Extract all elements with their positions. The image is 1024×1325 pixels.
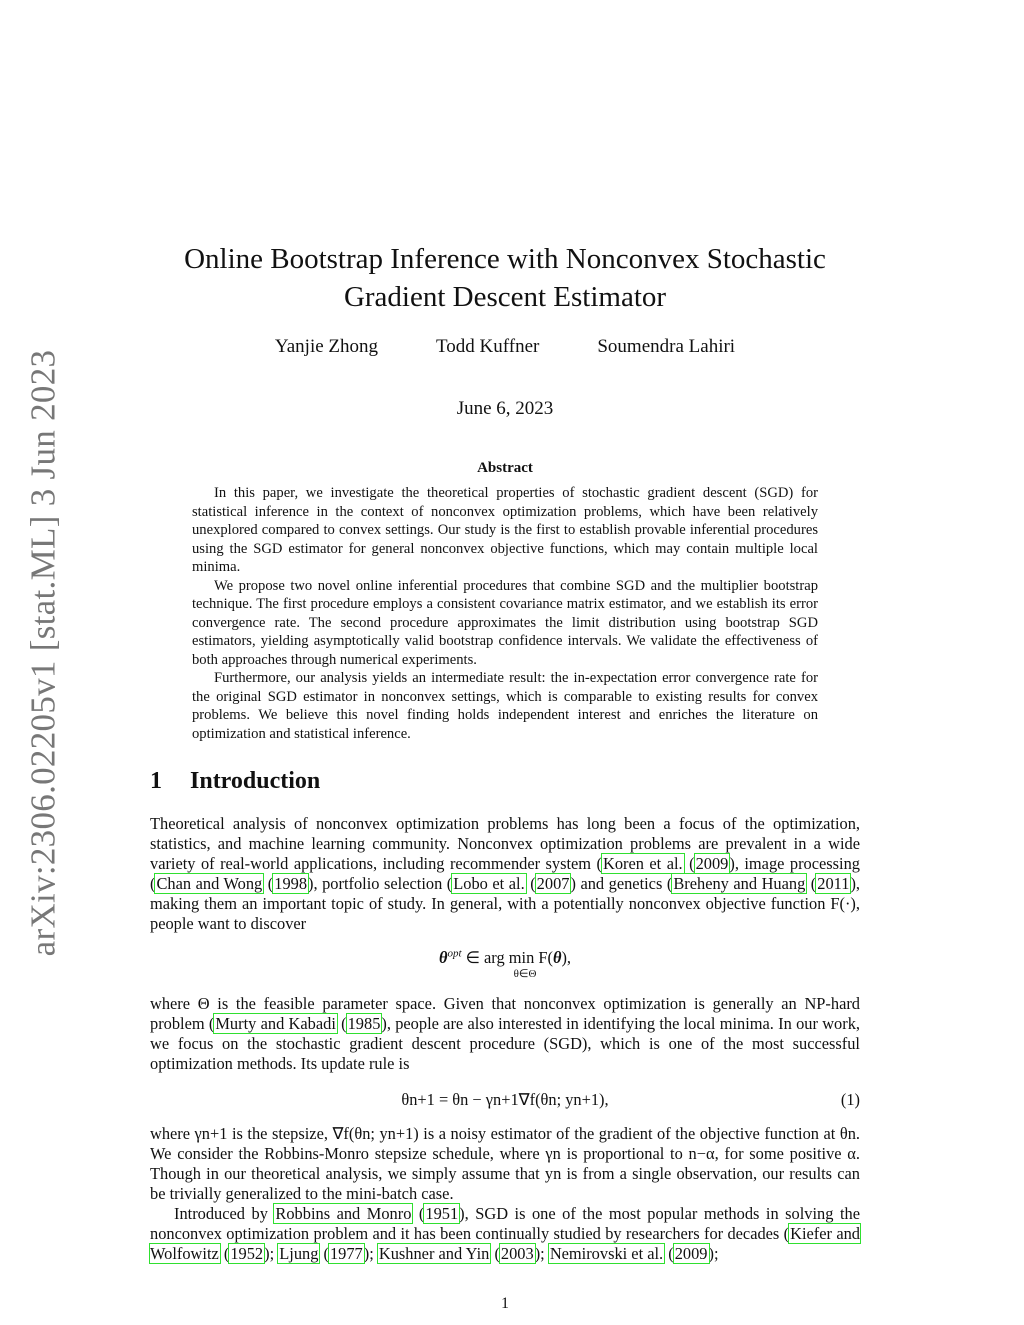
equation-number: (1) [840,1090,860,1109]
author-list [150,336,860,358]
title-line-2: Gradient Descent Estimator [343,281,667,313]
section-number: 1 [150,768,162,794]
abstract-paragraph-2: We propose two novel online inferential procedures that combine SGD and the multiplier bootstrap technique. The first procedure employs a consistent covariance matrix estimator, and we establish its error convergence rate. The second procedure approximates the limit distribution using bootstrap SGD estimators, yielding asymptotically valid bootstrap confidence intervals. We validate the effectiveness of both approaches through numerical experiments. [192,577,818,668]
author-2: Todd Kuffner [436,336,540,357]
abstract-paragraph-1: In this paper, we investigate the theoretical properties of stochastic gradient descent (SGD) for statistical inference in the context of nonconvex optimization problems, which have been relatively unexplored compared to convex settings. Our study is the first to establish provable inferential procedures using the SGD estimator for general nonconvex objective functions, which may contain multiple local minima. [192,485,818,575]
citation-link[interactable]: Ljung [279,1244,319,1263]
paper-date: June 6, 2023 [456,398,554,419]
citation-link[interactable]: Kiefer and Wolfowitz [150,1224,860,1263]
citation-link[interactable]: Murty and Kabadi [215,1014,336,1033]
author-3: Soumendra Lahiri [597,336,736,357]
section-title: Introduction [190,768,321,794]
citation-year-link[interactable]: 2007 [536,874,570,893]
citation-link[interactable]: Robbins and Monro [275,1204,412,1223]
arxiv-id-text: arXiv:2306.02205v1 [stat.ML] 3 Jun 2023 [23,349,62,956]
page-number: 1 [501,1295,509,1312]
citation-year-link[interactable]: 1985 [347,1014,381,1033]
citation-year-link[interactable]: 2011 [817,874,850,893]
citation-year-link[interactable]: 2003 [500,1244,534,1263]
citation-year-link[interactable]: 1977 [329,1244,363,1263]
arxiv-side-identifier [22,349,64,956]
citation-link[interactable]: Breheny and Huang [673,874,806,893]
citation-year-link[interactable]: 2009 [695,854,729,873]
section-heading-introduction [150,768,320,795]
citation-year-link[interactable]: 1951 [425,1204,459,1223]
author-1: Yanjie Zhong [274,336,379,357]
citation-year-link[interactable]: 2009 [674,1244,708,1263]
equation-argmin: $\theta^{opt}$ ∈ arg min F(θ), θ∈Θ [150,948,860,980]
intro-paragraph-1: Theoretical analysis of nonconvex optimization problems has long been a focus of the optimization, statistics, and machine learning community. Nonconvex optimization problems are prevalent in a wide variety of real-world applications, including recommender system (Koren et al. (2009), image processing (Chan and Wong (1998), portfolio selection (Lobo et al. (2007) and genetics (Breheny and Huang (2011), making them an important topic of study. In general, with a potentially nonconvex objective function F(·), people want to discover [150,814,861,933]
citation-link[interactable]: Lobo et al. [453,874,525,893]
paper-title [150,240,860,316]
abstract-body [192,484,818,743]
equation-text: θn+1 = θn − γn+1∇f(θn; yn+1), [401,1090,609,1109]
intro-paragraph-3: where γn+1 is the stepsize, ∇f(θn; yn+1) is a noisy estimator of the gradient of the objective function at θn. We consider the Robbins-Monro stepsize schedule, where γn is proportional to n−α, for some positive α. Though in our theoretical analysis, we simply assume that yn is from a single observation, our results can be trivially generalized to the mini-batch case. [150,1124,860,1203]
citation-link[interactable]: Kushner and Yin [378,1244,490,1263]
intro-paragraph-4: Introduced by Robbins and Monro (1951), SGD is one of the most popular methods in solving the nonconvex optimization problem and it has been continually studied by researchers for decades (Kiefer and Wolfowitz (1952); Ljung (1977); Kushner and Yin (2003); Nemirovski et al. (2009); [150,1204,860,1263]
citation-year-link[interactable]: 1998 [274,874,308,893]
citation-link[interactable]: Koren et al. [602,854,683,873]
abstract-heading: Abstract [477,460,533,476]
citation-link[interactable]: Nemirovski et al. [549,1244,664,1263]
intro-paragraph-2: where Θ is the feasible parameter space. Given that nonconvex optimization is generally an NP-hard problem (Murty and Kabadi (1985), people are also interested in identifying the local minima. In our work, we focus on the stochastic gradient descent procedure (SGD), which is one of the most successful optimization methods. Its update rule is [150,994,860,1073]
citation-link[interactable]: Chan and Wong [156,874,263,893]
citation-year-link[interactable]: 1952 [230,1244,264,1263]
equation-sgd-update [150,1090,860,1110]
title-line-1: Online Bootstrap Inference with Nonconvex Stochastic [184,243,826,275]
argmin-subscript: θ∈Θ [513,968,537,981]
abstract-paragraph-3: Furthermore, our analysis yields an intermediate result: the in-expectation error convergence rate for the original SGD estimator in nonconvex settings, which is comparable to existing results for convex problems. We believe this novel finding holds independent interest and enriches the literature on optimization and statistical inference. [192,670,818,742]
